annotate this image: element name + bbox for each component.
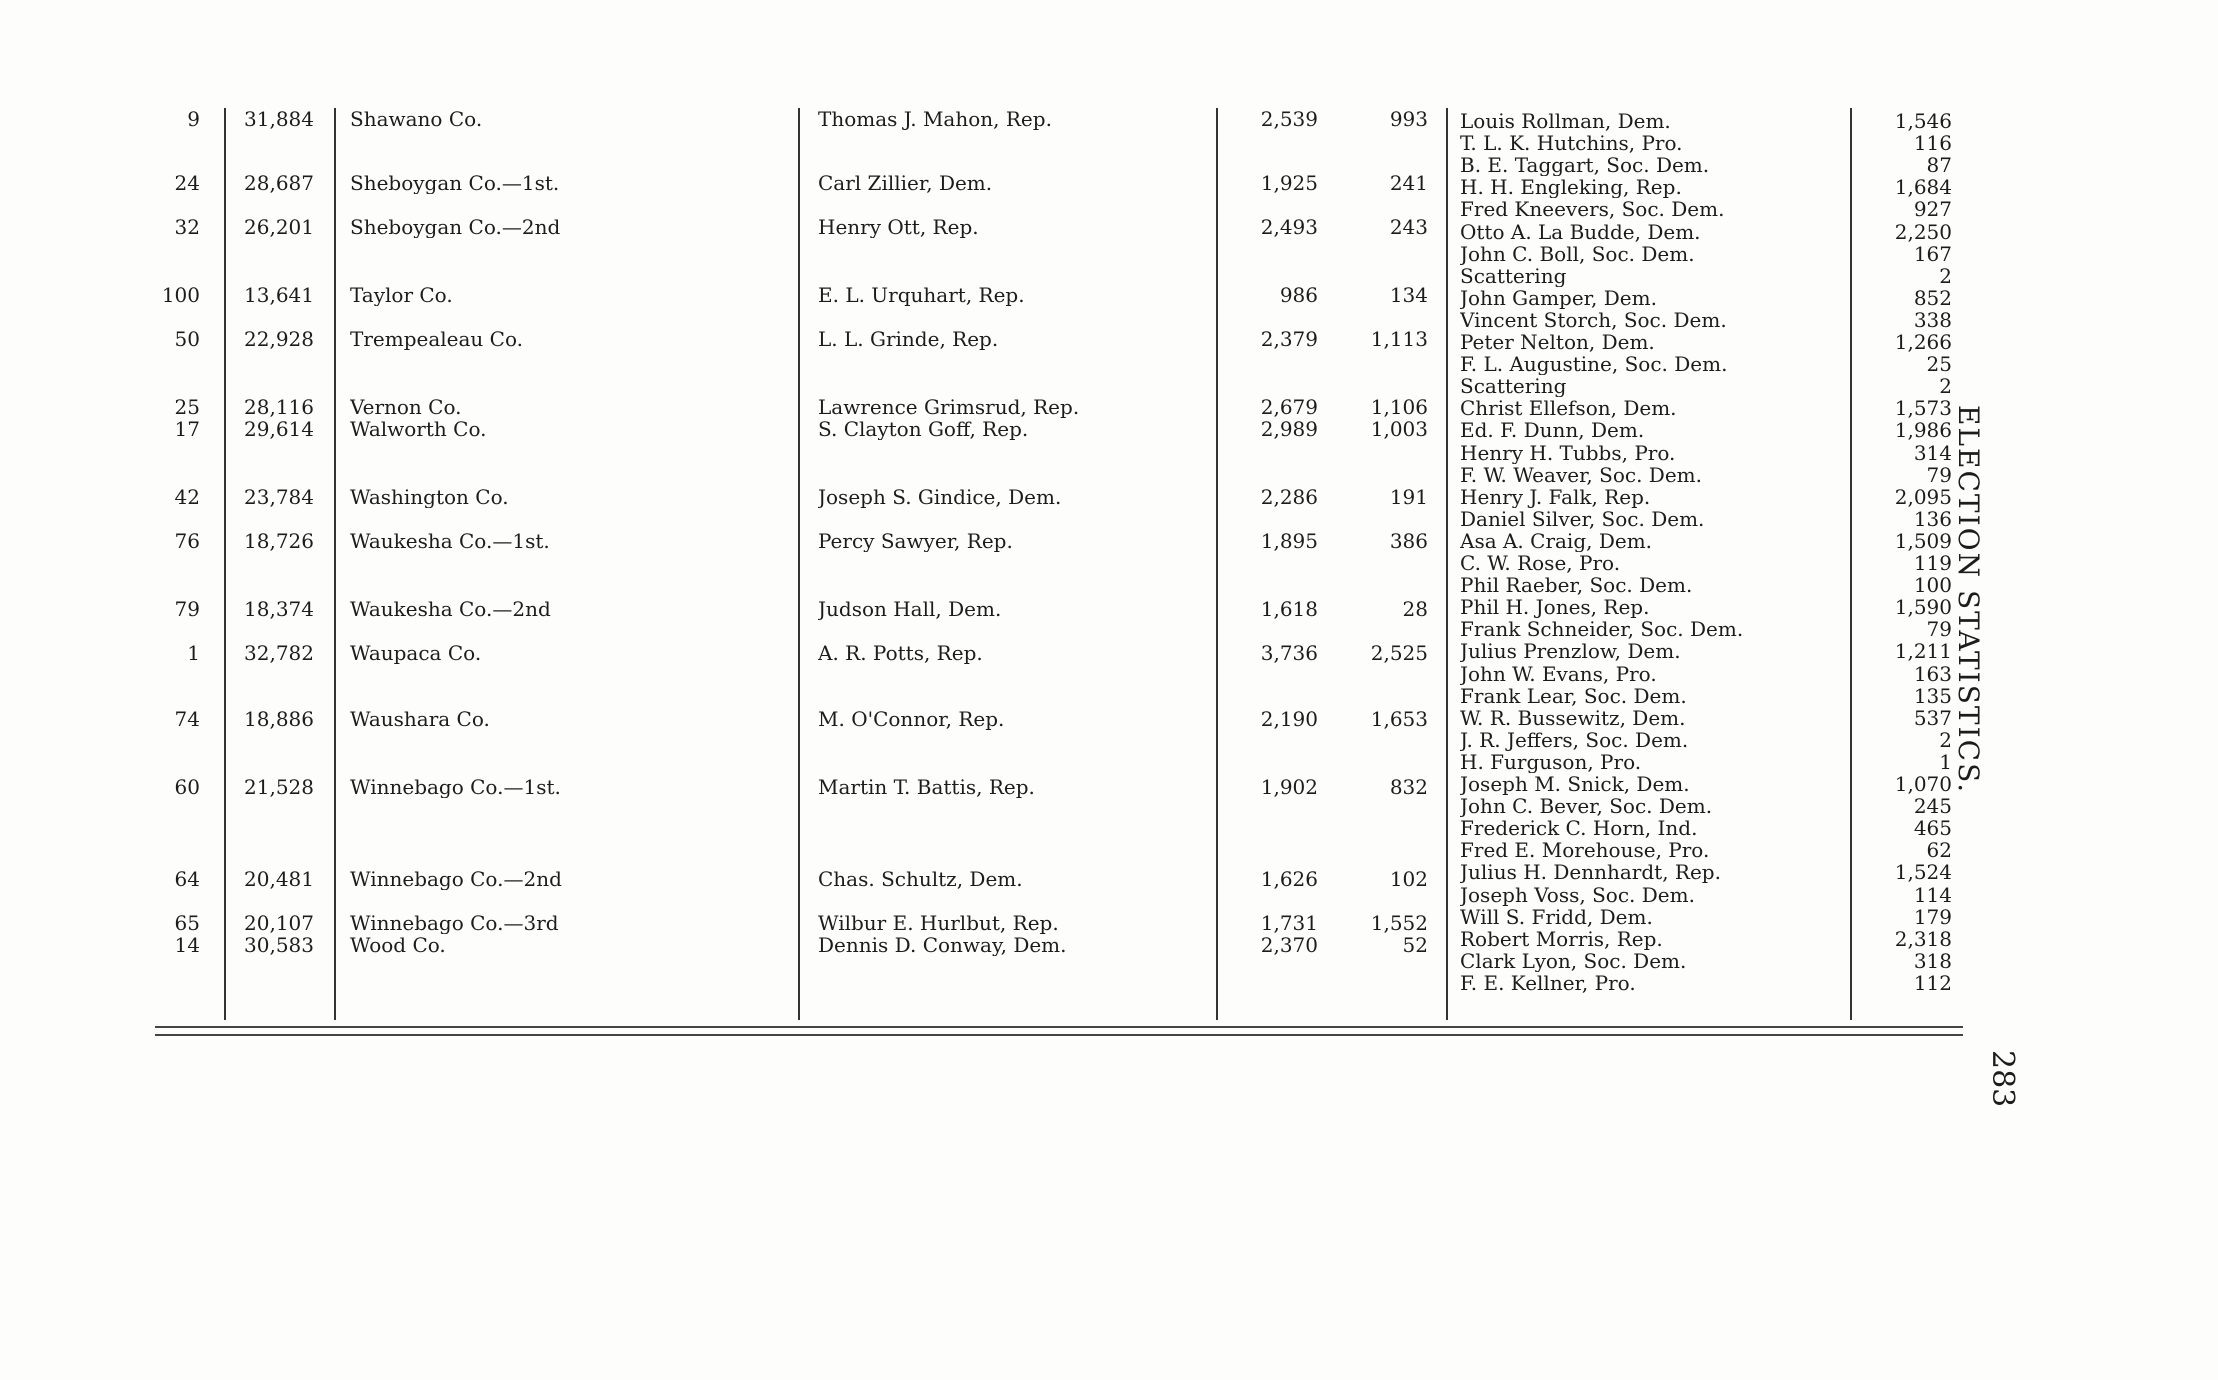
opponent-name: Frank Lear, Soc. Dem.	[1460, 685, 1687, 707]
district-name: Taylor Co.	[350, 284, 453, 306]
district-name: Vernon Co.	[350, 396, 462, 418]
winner-votes: 2,370	[1260, 933, 1318, 957]
winner-votes: 2,989	[1260, 417, 1318, 441]
winner-name: Thomas J. Mahon, Rep.	[818, 108, 1052, 130]
plurality: 28	[1402, 597, 1428, 621]
opponent-name: Robert Morris, Rep.	[1460, 928, 1663, 950]
opponent-name: Otto A. La Budde, Dem.	[1460, 221, 1701, 243]
opponent-votes: 112	[1913, 971, 1952, 995]
district-rank: 74	[174, 707, 200, 731]
opponent-votes: 318	[1913, 949, 1952, 973]
opponent-name: Julius H. Dennhardt, Rep.	[1460, 861, 1721, 883]
plurality: 1,003	[1370, 417, 1428, 441]
plurality: 1,653	[1370, 707, 1428, 731]
district-rank: 14	[174, 933, 200, 957]
district-population: 28,687	[244, 171, 314, 195]
district-rank: 1	[187, 641, 200, 665]
winner-votes: 2,379	[1260, 327, 1318, 351]
opponent-votes: 163	[1913, 662, 1952, 686]
district-population: 30,583	[244, 933, 314, 957]
opponent-name: Clark Lyon, Soc. Dem.	[1460, 950, 1687, 972]
winner-name: Lawrence Grimsrud, Rep.	[818, 396, 1080, 418]
winner-name: Dennis D. Conway, Dem.	[818, 934, 1067, 956]
district-rank: 65	[174, 911, 200, 935]
opponent-votes: 1,211	[1894, 639, 1952, 663]
column-rule	[334, 108, 336, 1020]
opponent-name: Julius Prenzlow, Dem.	[1460, 640, 1681, 662]
opponent-votes: 1,266	[1894, 330, 1952, 354]
district-name: Waupaca Co.	[350, 642, 482, 664]
winner-name: Chas. Schultz, Dem.	[818, 868, 1023, 890]
opponent-votes: 25	[1926, 352, 1952, 376]
opponent-votes: 1,509	[1894, 529, 1952, 553]
district-name: Shawano Co.	[350, 108, 483, 130]
district-name: Sheboygan Co.—2nd	[350, 216, 561, 238]
opponent-votes: 338	[1913, 308, 1952, 332]
opponent-name: John C. Boll, Soc. Dem.	[1460, 243, 1695, 265]
opponent-votes: 87	[1926, 153, 1952, 177]
column-rule	[1850, 108, 1852, 1020]
district-name: Winnebago Co.—1st.	[350, 776, 561, 798]
opponent-votes: 1,684	[1894, 175, 1952, 199]
winner-name: M. O'Connor, Rep.	[818, 708, 1005, 730]
opponent-votes: 2,250	[1894, 220, 1952, 244]
winner-votes: 1,626	[1260, 867, 1318, 891]
district-rank: 79	[174, 597, 200, 621]
opponent-name: T. L. K. Hutchins, Pro.	[1460, 132, 1683, 154]
opponent-votes: 100	[1913, 573, 1952, 597]
district-rank: 32	[174, 215, 200, 239]
opponent-name: Frederick C. Horn, Ind.	[1460, 817, 1698, 839]
winner-votes: 2,190	[1260, 707, 1318, 731]
winner-name: Carl Zillier, Dem.	[818, 172, 993, 194]
district-population: 29,614	[244, 417, 314, 441]
district-population: 18,374	[244, 597, 314, 621]
district-population: 20,481	[244, 867, 314, 891]
plurality: 832	[1389, 775, 1428, 799]
winner-votes: 1,731	[1260, 911, 1318, 935]
opponent-votes: 927	[1913, 197, 1952, 221]
plurality: 102	[1389, 867, 1428, 891]
opponent-votes: 2	[1939, 374, 1952, 398]
plurality: 52	[1402, 933, 1428, 957]
district-population: 20,107	[244, 911, 314, 935]
opponent-votes: 136	[1913, 507, 1952, 531]
opponent-name: Phil H. Jones, Rep.	[1460, 596, 1650, 618]
district-rank: 60	[174, 775, 200, 799]
district-population: 32,782	[244, 641, 314, 665]
plurality: 1,113	[1370, 327, 1428, 351]
plurality: 191	[1389, 485, 1428, 509]
district-rank: 50	[174, 327, 200, 351]
winner-name: Percy Sawyer, Rep.	[818, 530, 1013, 552]
opponent-votes: 537	[1913, 706, 1952, 730]
district-population: 23,784	[244, 485, 314, 509]
opponent-votes: 167	[1913, 242, 1952, 266]
opponent-name: F. L. Augustine, Soc. Dem.	[1460, 353, 1728, 375]
district-name: Walworth Co.	[350, 418, 487, 440]
opponent-name: Peter Nelton, Dem.	[1460, 331, 1655, 353]
district-rank: 42	[174, 485, 200, 509]
opponent-name: B. E. Taggart, Soc. Dem.	[1460, 154, 1710, 176]
opponent-votes: 1,573	[1894, 396, 1952, 420]
opponent-votes: 2,318	[1894, 927, 1952, 951]
winner-name: Martin T. Battis, Rep.	[818, 776, 1035, 798]
opponent-votes: 1,590	[1894, 595, 1952, 619]
opponent-votes: 1,524	[1894, 860, 1952, 884]
opponent-votes: 1,546	[1894, 109, 1952, 133]
opponent-name: Asa A. Craig, Dem.	[1460, 530, 1653, 552]
winner-votes: 986	[1279, 283, 1318, 307]
opponent-votes: 135	[1913, 684, 1952, 708]
opponent-name: John Gamper, Dem.	[1460, 287, 1657, 309]
winner-votes: 1,925	[1260, 171, 1318, 195]
opponent-votes: 852	[1913, 286, 1952, 310]
column-rule	[1446, 108, 1448, 1020]
district-rank: 25	[174, 395, 200, 419]
opponent-votes: 1	[1939, 750, 1952, 774]
district-population: 18,726	[244, 529, 314, 553]
district-name: Waukesha Co.—1st.	[350, 530, 550, 552]
district-name: Wood Co.	[350, 934, 446, 956]
opponent-votes: 79	[1926, 463, 1952, 487]
winner-name: A. R. Potts, Rep.	[818, 642, 983, 664]
district-population: 21,528	[244, 775, 314, 799]
winner-name: Judson Hall, Dem.	[818, 598, 1002, 620]
district-name: Waushara Co.	[350, 708, 490, 730]
opponent-name: Daniel Silver, Soc. Dem.	[1460, 508, 1705, 530]
district-name: Sheboygan Co.—1st.	[350, 172, 560, 194]
opponent-votes: 116	[1913, 131, 1952, 155]
opponent-name: Fred Kneevers, Soc. Dem.	[1460, 198, 1725, 220]
district-population: 31,884	[244, 107, 314, 131]
opponent-votes: 79	[1926, 617, 1952, 641]
opponent-name: Vincent Storch, Soc. Dem.	[1460, 309, 1727, 331]
district-rank: 76	[174, 529, 200, 553]
district-name: Winnebago Co.—2nd	[350, 868, 562, 890]
opponent-name: Henry J. Falk, Rep.	[1460, 486, 1651, 508]
district-population: 13,641	[244, 283, 314, 307]
plurality: 241	[1389, 171, 1428, 195]
winner-name: Wilbur E. Hurlbut, Rep.	[818, 912, 1059, 934]
opponent-name: Fred E. Morehouse, Pro.	[1460, 839, 1710, 861]
opponent-name: Joseph M. Snick, Dem.	[1460, 773, 1690, 795]
opponent-name: Ed. F. Dunn, Dem.	[1460, 419, 1645, 441]
column-rule	[798, 108, 800, 1020]
opponent-name: W. R. Bussewitz, Dem.	[1460, 707, 1686, 729]
opponent-votes: 245	[1913, 794, 1952, 818]
table-bottom-rule	[155, 1034, 1963, 1036]
winner-votes: 2,286	[1260, 485, 1318, 509]
opponent-votes: 2	[1939, 264, 1952, 288]
opponent-votes: 114	[1913, 883, 1952, 907]
district-rank: 24	[174, 171, 200, 195]
opponent-name: Henry H. Tubbs, Pro.	[1460, 442, 1676, 464]
opponent-votes: 465	[1913, 816, 1952, 840]
opponent-name: John C. Bever, Soc. Dem.	[1460, 795, 1713, 817]
page-number: 283	[1985, 1050, 2020, 1108]
district-population: 18,886	[244, 707, 314, 731]
winner-name: E. L. Urquhart, Rep.	[818, 284, 1025, 306]
opponent-votes: 2	[1939, 728, 1952, 752]
plurality: 993	[1389, 107, 1428, 131]
district-rank: 64	[174, 867, 200, 891]
table-bottom-rule	[155, 1026, 1963, 1028]
opponent-votes: 62	[1926, 838, 1952, 862]
opponent-name: F. E. Kellner, Pro.	[1460, 972, 1636, 994]
opponent-votes: 1,986	[1894, 418, 1952, 442]
winner-votes: 1,618	[1260, 597, 1318, 621]
plurality: 1,106	[1370, 395, 1428, 419]
plurality: 2,525	[1370, 641, 1428, 665]
opponent-name: H. Furguson, Pro.	[1460, 751, 1642, 773]
opponent-name: Phil Raeber, Soc. Dem.	[1460, 574, 1693, 596]
opponent-votes: 179	[1913, 905, 1952, 929]
opponent-name: Frank Schneider, Soc. Dem.	[1460, 618, 1744, 640]
opponent-name: H. H. Engleking, Rep.	[1460, 176, 1682, 198]
opponent-name: Joseph Voss, Soc. Dem.	[1460, 884, 1695, 906]
winner-votes: 1,902	[1260, 775, 1318, 799]
winner-votes: 2,539	[1260, 107, 1318, 131]
winner-votes: 2,493	[1260, 215, 1318, 239]
district-name: Winnebago Co.—3rd	[350, 912, 559, 934]
district-name: Waukesha Co.—2nd	[350, 598, 551, 620]
opponent-name: F. W. Weaver, Soc. Dem.	[1460, 464, 1703, 486]
winner-votes: 1,895	[1260, 529, 1318, 553]
opponent-name: John W. Evans, Pro.	[1460, 663, 1657, 685]
plurality: 1,552	[1370, 911, 1428, 935]
district-rank: 100	[161, 283, 200, 307]
winner-votes: 2,679	[1260, 395, 1318, 419]
winner-name: Henry Ott, Rep.	[818, 216, 979, 238]
opponent-votes: 1,070	[1894, 772, 1952, 796]
running-head: ELECTION STATISTICS.	[1952, 405, 1985, 795]
winner-name: Joseph S. Gindice, Dem.	[818, 486, 1062, 508]
district-name: Washington Co.	[350, 486, 509, 508]
winner-name: S. Clayton Goff, Rep.	[818, 418, 1029, 440]
opponent-votes: 2,095	[1894, 485, 1952, 509]
opponent-name: Will S. Fridd, Dem.	[1460, 906, 1653, 928]
district-rank: 9	[187, 107, 200, 131]
opponent-name: Scattering	[1460, 375, 1567, 397]
plurality: 134	[1389, 283, 1428, 307]
plurality: 243	[1389, 215, 1428, 239]
plurality: 386	[1389, 529, 1428, 553]
opponent-name: Scattering	[1460, 265, 1567, 287]
opponent-name: Christ Ellefson, Dem.	[1460, 397, 1677, 419]
opponent-votes: 119	[1913, 551, 1952, 575]
opponent-name: C. W. Rose, Pro.	[1460, 552, 1621, 574]
district-population: 28,116	[244, 395, 314, 419]
opponent-votes: 314	[1913, 441, 1952, 465]
district-population: 22,928	[244, 327, 314, 351]
district-name: Trempealeau Co.	[350, 328, 524, 350]
district-rank: 17	[174, 417, 200, 441]
winner-name: L. L. Grinde, Rep.	[818, 328, 999, 350]
district-population: 26,201	[244, 215, 314, 239]
opponent-name: Louis Rollman, Dem.	[1460, 110, 1671, 132]
opponent-name: J. R. Jeffers, Soc. Dem.	[1460, 729, 1689, 751]
winner-votes: 3,736	[1260, 641, 1318, 665]
